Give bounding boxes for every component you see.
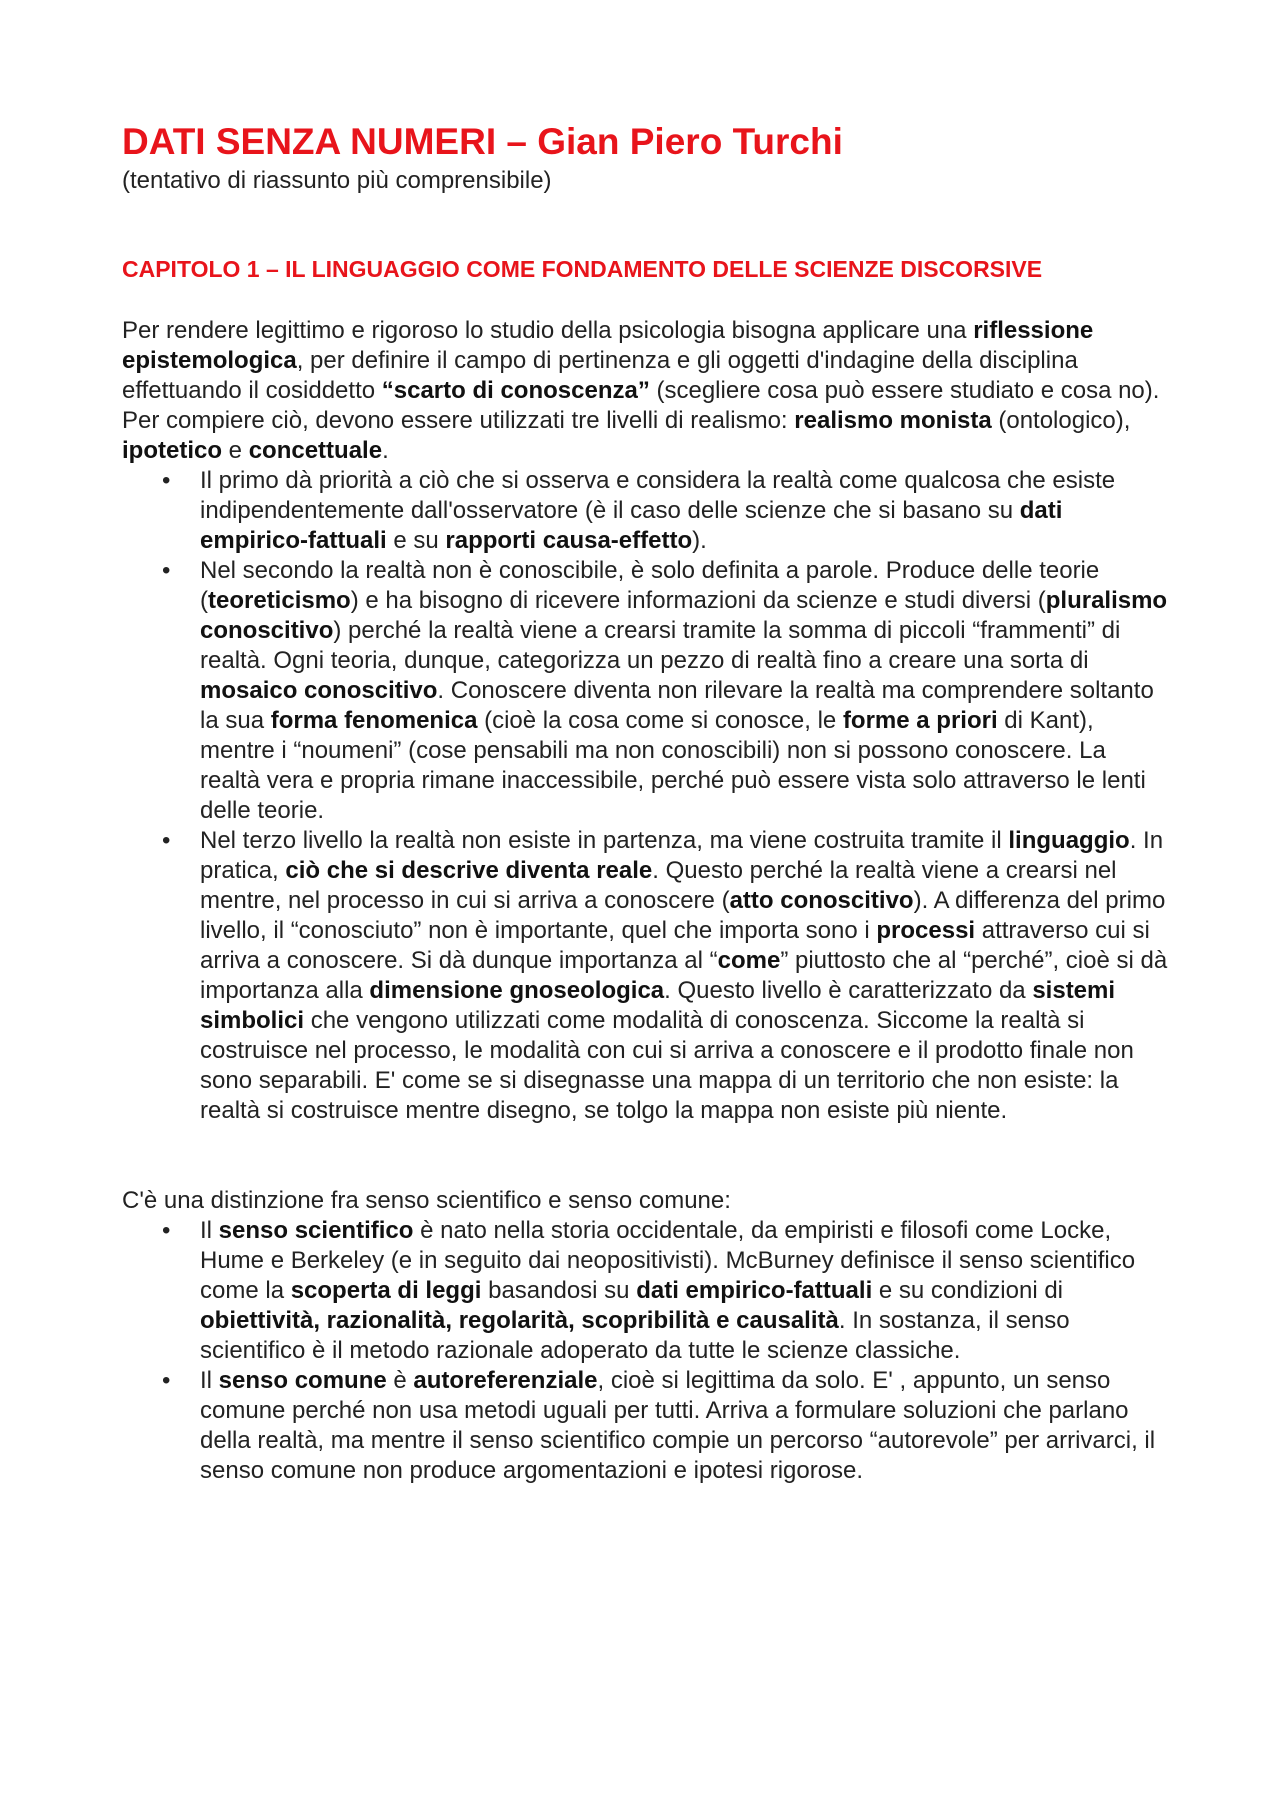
bullet-icon: • xyxy=(162,557,171,584)
item-bold: come xyxy=(717,947,781,974)
item-text: Il primo dà priorità a ciò che si osserva e considera la realtà come qualcosa che esiste indipendentemente dall'osservatore (è il caso delle scienze che si basano su xyxy=(200,467,1116,524)
item-text: ) perché la realtà viene a crearsi tramite la somma di piccoli “frammenti” di realtà. Ogni teoria, dunque, categorizza un pezzo di realtà fino a creare una sorta di xyxy=(200,617,1121,674)
item-bold: sistemi simbolici xyxy=(200,977,1116,1034)
intro-paragraph xyxy=(122,316,1172,466)
item-bold: senso scientifico xyxy=(218,1217,414,1244)
distinction-paragraph: C'è una distinzione fra senso scientifico e senso comune: xyxy=(122,1187,731,1214)
item-bold: senso comune xyxy=(218,1367,387,1394)
intro-text: , per definire il campo di pertinenza e gli oggetti d'indagine della disciplina effettuando il cosiddetto xyxy=(122,347,1078,404)
intro-bold: riflessione epistemologica xyxy=(122,317,1094,374)
item-bold: dati empirico-fattuali xyxy=(200,497,1063,554)
item-bold: processi xyxy=(876,917,976,944)
item-text: . Conoscere diventa non rilevare la realtà ma comprendere soltanto la sua xyxy=(200,677,1154,734)
intro-text: (ontologico), xyxy=(991,407,1131,434)
item-text: e su condizioni di xyxy=(872,1277,1064,1304)
item-text: Il xyxy=(200,1367,219,1394)
item-text: . Questo perché la realtà viene a crearsi nel mentre, nel processo in cui si arriva a conoscere ( xyxy=(200,857,1117,914)
intro-text: e xyxy=(222,437,249,464)
item-text: ” piuttosto che al “perché”, cioè si dà importanza alla xyxy=(200,947,1168,1004)
intro-text: Per rendere legittimo e rigoroso lo studio della psicologia bisogna applicare una xyxy=(122,317,974,344)
list-item-realism-concettuale xyxy=(122,826,1172,1126)
list-item-realism-ipotetico xyxy=(122,556,1172,826)
bullet-icon: • xyxy=(162,1217,171,1244)
item-text: e su xyxy=(386,527,446,554)
bullet-icon: • xyxy=(162,1367,171,1394)
item-text: attraverso cui si arriva a conoscere. Si dà dunque importanza al “ xyxy=(200,917,1150,974)
item-bold: autoreferenziale xyxy=(413,1367,598,1394)
item-bold: rapporti causa-effetto xyxy=(445,527,693,554)
item-bold: linguaggio xyxy=(1008,827,1130,854)
item-text: , cioè si legittima da solo. E' , appunto, un senso comune perché non usa metodi uguali per tutti. Arriva a formulare soluzioni che parlano della realtà, ma mentre il senso scientifico compie un percorso “autorevole” per arrivarci, il senso comune non produce argomentazioni e ipotesi rigorose. xyxy=(200,1367,1156,1484)
item-bold: pluralismo conoscitivo xyxy=(200,587,1168,644)
item-bold: teoreticismo xyxy=(208,587,351,614)
item-text: ). xyxy=(692,527,707,554)
item-text: ). A differenza del primo livello, il “conosciuto” non è importante, quel che importa sono i xyxy=(200,887,1166,944)
item-text: Nel terzo livello la realtà non esiste in partenza, ma viene costruita tramite il xyxy=(200,827,1009,854)
intro-text: . xyxy=(382,437,389,464)
intro-text: (scegliere cosa può essere studiato e cosa no). Per compiere ciò, devono essere utilizzati tre livelli di realismo: xyxy=(122,377,1160,434)
item-text: . In sostanza, il senso scientifico è il metodo razionale adoperato da tutte le scienze classiche. xyxy=(200,1307,1070,1364)
senses-list xyxy=(122,1216,1172,1486)
item-text: di Kant), mentre i “noumeni” (cose pensabili ma non conoscibili) non si possono conoscere. La realtà vera e propria rimane inaccessibile, perché può essere vista solo attraverso le lenti delle teorie. xyxy=(200,707,1146,824)
document-subtitle: (tentativo di riassunto più comprensibile) xyxy=(122,167,552,194)
realism-list xyxy=(122,466,1172,1126)
bullet-icon: • xyxy=(162,467,171,494)
item-text: (cioè la cosa come si conosce, le xyxy=(477,707,843,734)
item-text: . In pratica, xyxy=(200,827,1164,884)
item-bold: forma fenomenica xyxy=(270,707,478,734)
item-bold: forme a priori xyxy=(842,707,998,734)
item-text: ) e ha bisogno di ricevere informazioni da scienze e studi diversi ( xyxy=(350,587,1046,614)
intro-bold: “scarto di conoscenza” xyxy=(381,377,650,404)
section-spacer xyxy=(122,1126,1172,1186)
item-text: Nel secondo la realtà non è conoscibile, è solo definita a parole. Produce delle teorie ( xyxy=(200,557,1100,614)
list-item-senso-scientifico xyxy=(122,1216,1172,1366)
item-bold: dimensione gnoseologica xyxy=(369,977,665,1004)
intro-bold: concettuale xyxy=(248,437,383,464)
bullet-icon: • xyxy=(162,827,171,854)
list-item-realism-monista xyxy=(122,466,1172,556)
item-bold: mosaico conoscitivo xyxy=(200,677,438,704)
item-bold: obiettività, razionalità, regolarità, scopribilità e causalità xyxy=(200,1307,839,1334)
item-text: Il xyxy=(200,1217,219,1244)
document-page xyxy=(122,120,1172,1486)
list-item-senso-comune xyxy=(122,1366,1172,1486)
item-bold: scoperta di leggi xyxy=(290,1277,482,1304)
document-title: DATI SENZA NUMERI – Gian Piero Turchi xyxy=(122,121,843,162)
item-text: basandosi su xyxy=(481,1277,637,1304)
item-bold: dati empirico-fattuali xyxy=(636,1277,873,1304)
item-bold: ciò che si descrive diventa reale xyxy=(285,857,653,884)
item-text: è nato nella storia occidentale, da empiristi e filosofi come Locke, Hume e Berkeley (e in seguito dai neopositivisti). McBurney definisce il senso scientifico come la xyxy=(200,1217,1136,1304)
item-bold: atto conoscitivo xyxy=(729,887,914,914)
intro-bold: realismo monista xyxy=(794,407,992,434)
item-text: è xyxy=(386,1367,414,1394)
chapter-heading: CAPITOLO 1 – IL LINGUAGGIO COME FONDAMENTO DELLE SCIENZE DISCORSIVE xyxy=(122,256,1043,282)
item-text: . Questo livello è caratterizzato da xyxy=(664,977,1033,1004)
intro-bold: ipotetico xyxy=(122,437,222,464)
item-text: che vengono utilizzati come modalità di conoscenza. Siccome la realtà si costruisce nel processo, le modalità con cui si arriva a conoscere e il prodotto finale non sono separabili. E' come se si disegnasse una mappa di un territorio che non esiste: la realtà si costruisce mentre disegno, se tolgo la mappa non esiste più niente. xyxy=(200,1007,1134,1124)
